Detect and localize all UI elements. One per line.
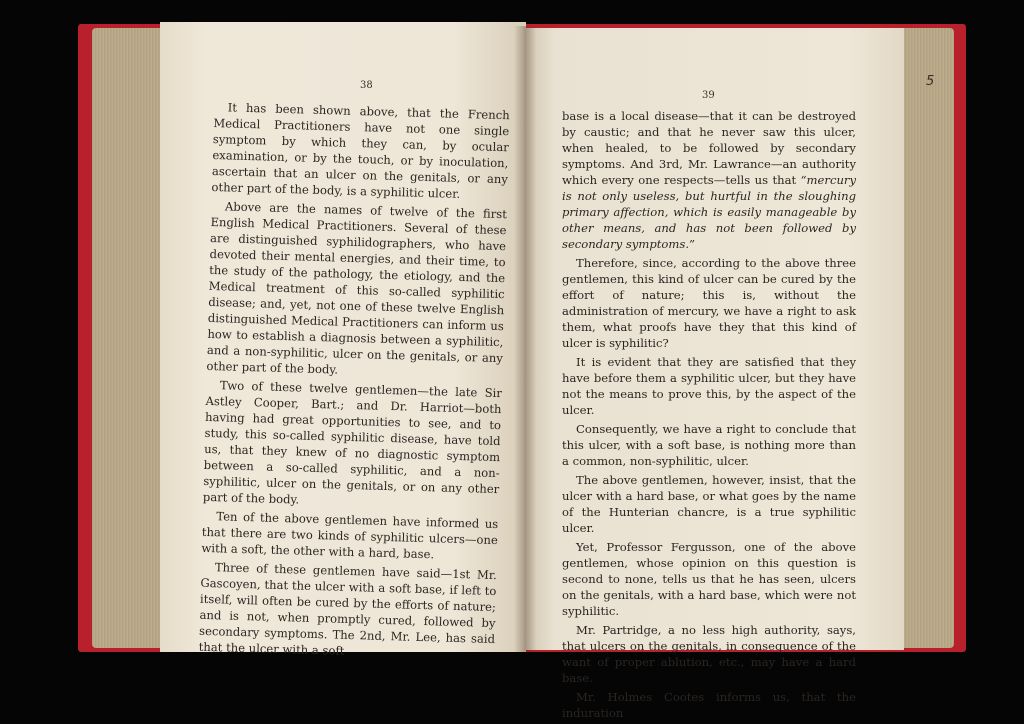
paragraph: The above gentlemen, however, insist, that the ulcer with a hard base, or what goes by the name of the Hunterian chancre, is a true syphilitic ulcer. <box>562 473 856 535</box>
paragraph: It is evident that they are satisfied that they have before them a syphilitic ulcer, but they have not the means to prove this, by the aspect of the ulcer. <box>562 355 856 417</box>
right-page-edges <box>896 28 954 648</box>
italic-quote: “mercury is not only useless, but hurtful in the sloughing primary affection, which is easily manageable by other means, and has not been followed by secondary symptoms.” <box>562 173 857 251</box>
left-page-edges <box>92 28 170 648</box>
right-page <box>524 28 904 720</box>
opening-paragraph <box>562 108 856 252</box>
right-page-number: 39 <box>702 90 715 101</box>
paragraph: Therefore, since, according to the above three gentlemen, this kind of ulcer can be cured by the effort of nature; this is, without the administration of mercury, we have a right to ask them, what proofs have they that this kind of ulcer is syphilitic? <box>562 256 856 350</box>
paragraph: Above are the names of twelve of the first English Medical Practitioners. Several of these are distinguished syphilidographers, who have devoted their mental energies, and their time, to the study of the pathology, the etiology, and the Medical treatment of this so-called syphilitic disease; and, yet, not one of these twelve English distinguished Medical Practitioners can inform us how to establish a diagnosis between a syphilitic, and a non-syphilitic, ulcer on the genitals, or any other part of the body. <box>206 199 508 377</box>
paragraph: It has been shown above, that the French Medical Practitioners have not one single symptom by which they can, by ocular examination, or by the touch, or by inoculation, ascertain that an ulcer on the genitals, or any other part of the body, is a syphilitic ulcer. <box>211 100 510 201</box>
left-page-number: 38 <box>360 80 373 91</box>
paragraph: Mr. Holmes Cootes informs us, that the induration <box>562 690 856 720</box>
handwritten-margin-note: 5 <box>926 74 935 89</box>
paragraph: Consequently, we have a right to conclude that this ulcer, with a soft base, is nothing more than a common, non-syphilitic, ulcer. <box>562 422 856 468</box>
paragraph: Ten of the above gentlemen have informed us that there are two kinds of syphilitic ulcers—one with a soft, the other with a hard, base. <box>201 509 499 562</box>
paragraph: Yet, Professor Fergusson, one of the above gentlemen, whose opinion on this question is second to none, tells us that he has seen, ulcers on the genitals, with a hard base, which were not syphilitic. <box>562 540 856 618</box>
right-page-text <box>562 108 856 724</box>
left-page-text <box>198 99 509 666</box>
paragraph: Two of these twelve gentlemen—the late Sir Astley Cooper, Bart.; and Dr. Harriot—both having had great opportunities to see, and to study, this so-called syphilitic disease, have told us, that they knew of no diagnostic symptom between a so-called syphilitic, and a non-syphilitic, ulcer on the genitals, or on any other part of the body. <box>202 378 503 507</box>
opening-text: base is a local disease—that it can be destroyed by caustic; and that he never saw this ulcer, when healed, to be followed by secondary symptoms. And 3rd, Mr. Lawrance—an authority which every one respects—tells us that <box>562 109 856 187</box>
paragraph: Three of these gentlemen have said—1st Mr. Gascoyen, that the ulcer with a soft base, if left to itself, will often be cured by the efforts of nature; and is not, when promptly cured, followed by secondary symptoms. The 2nd, Mr. Lee, has said that the ulcer with a soft <box>198 560 498 658</box>
paragraph: Mr. Partridge, a no less high authority, says, that ulcers on the genitals, in consequence of the want of proper ablution, etc., may have a hard base. <box>562 623 856 685</box>
book-gutter <box>514 26 536 652</box>
left-page <box>160 22 526 658</box>
